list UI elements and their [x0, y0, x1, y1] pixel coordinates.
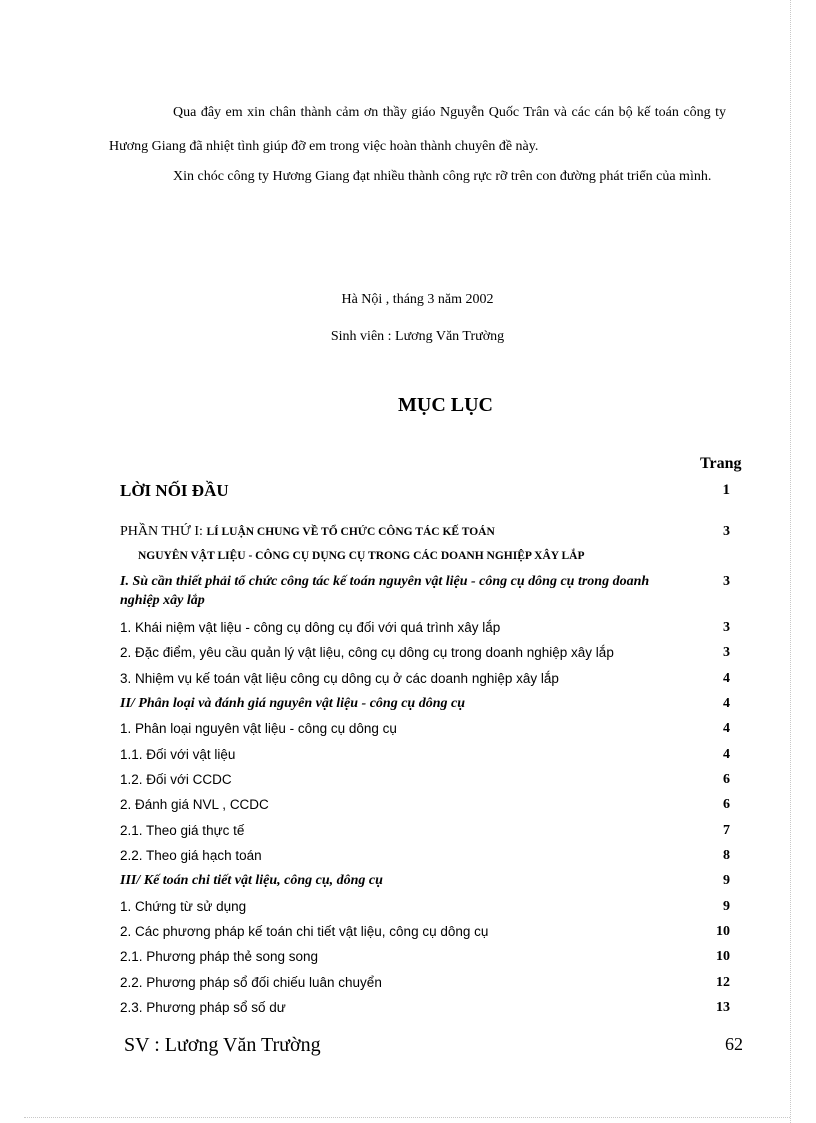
toc-entry-text: 2.2. Phương pháp sổ đối chiếu luân chuyển — [120, 975, 382, 990]
toc-entry-page: 1 — [722, 482, 730, 498]
toc-entry-page: 6 — [723, 772, 730, 787]
toc-entry-page: 4 — [723, 721, 730, 736]
toc-entry-page: 10 — [716, 949, 730, 964]
toc-entry[interactable] — [120, 871, 746, 890]
toc-entry-text: 2. Các phương pháp kế toán chi tiết vật liệu, công cụ dông cụ — [120, 924, 489, 939]
toc-entry[interactable] — [120, 719, 746, 738]
toc-page-header: Trang — [700, 455, 742, 472]
toc-entry[interactable] — [120, 846, 746, 865]
toc-entry[interactable] — [120, 821, 746, 840]
toc-entry[interactable] — [120, 897, 746, 916]
place-date: Hà Nội , tháng 3 năm 2002 — [341, 292, 494, 307]
footer-author: SV : Lương Văn Trường — [124, 1034, 321, 1056]
toc-entry[interactable] — [120, 618, 746, 637]
toc-entry-page: 7 — [723, 823, 730, 838]
toc-entry-text: 1.2. Đối với CCDC — [120, 772, 232, 787]
page-border-bottom — [24, 1117, 790, 1118]
toc-entry-intro[interactable] — [120, 481, 746, 500]
toc-entry-text: 1. Khái niệm vật liệu - công cụ dông cụ đối với quá trình xây lắp — [120, 620, 501, 635]
toc-entry-text: 2.3. Phương pháp sổ số dư — [120, 1000, 286, 1015]
toc-title: MỤC LỤC — [398, 394, 493, 416]
student-signature: Sinh viên : Lương Văn Trường — [330, 329, 505, 344]
thanks-paragraph: Qua đây em xin chân thành cảm ơn thầy giáo Nguyễn Quốc Trân và các cán bộ kế toán công ty Hương Giang đã nhiệt tình giúp đỡ em trong việc hoàn thành chuyên đề này. — [109, 105, 726, 154]
toc-entry-page: 4 — [723, 671, 730, 686]
part1-prefix: PHẦN THỨ I: — [120, 524, 207, 539]
toc-entry[interactable] — [120, 669, 746, 688]
toc-entry[interactable] — [120, 572, 746, 610]
part1-title-line2: NGUYÊN VẬT LIỆU - CÔNG CỤ DỤNG CỤ TRONG CÁC DOANH NGHIỆP XÂY LẮP — [138, 550, 585, 562]
toc-entry-text: 3. Nhiệm vụ kế toán vật liệu công cụ dông cụ ở các doanh nghiệp xây lắp — [120, 671, 559, 686]
toc-entry-text: I. Sù cần thiết phải tổ chức công tác kế toán nguyên vật liệu - công cụ dông cụ trong doanh nghiệp xây lắp — [120, 574, 650, 608]
toc-entry[interactable] — [120, 745, 746, 764]
toc-entry-text: 1. Phân loại nguyên vật liệu - công cụ dông cụ — [120, 721, 397, 736]
toc-entry-page: 3 — [723, 645, 730, 660]
toc-entry[interactable] — [120, 770, 746, 789]
toc-entry[interactable] — [120, 922, 746, 941]
toc-entry-text: 1.1. Đối với vật liệu — [120, 747, 236, 762]
toc-entry-page: 3 — [723, 620, 730, 635]
toc-entry-page: 4 — [723, 696, 730, 711]
toc-entry-page: 3 — [723, 574, 730, 589]
part1-title-line1: LÍ LUẬN CHUNG VỀ TỔ CHỨC CÔNG TÁC KẾ TOÁN — [206, 526, 495, 538]
toc-entry-text: 2.2. Theo giá hạch toán — [120, 848, 262, 863]
toc-entry-page: 3 — [723, 524, 730, 539]
toc-entry-page: 9 — [723, 899, 730, 914]
toc-entry-page: 12 — [716, 975, 730, 990]
toc-entry[interactable] — [120, 947, 746, 966]
toc-entry-text: II/ Phân loại và đánh giá nguyên vật liệu - công cụ dông cụ — [120, 696, 465, 711]
footer-page-number: 62 — [725, 1034, 743, 1054]
toc-entry-text: 2.1. Theo giá thực tế — [120, 823, 245, 838]
toc-entry-text: 1. Chứng từ sử dụng — [120, 899, 247, 914]
toc-entry-page: 9 — [723, 873, 730, 888]
toc-entry-text: LỜI NỐI ĐẦU — [120, 481, 229, 500]
toc-entry-text: 2. Đánh giá NVL , CCDC — [120, 797, 269, 812]
toc-entry-page: 4 — [723, 747, 730, 762]
toc-entry[interactable] — [120, 643, 746, 662]
toc-entry[interactable] — [120, 998, 746, 1017]
toc-entry-page: 8 — [723, 848, 730, 863]
toc-entry-text: 2.1. Phương pháp thẻ song song — [120, 949, 319, 964]
toc-entry-text: 2. Đặc điểm, yêu cầu quản lý vật liệu, công cụ dông cụ trong doanh nghiệp xây lắp — [120, 645, 614, 660]
toc-entry-page: 13 — [716, 1000, 730, 1015]
toc-entry-text: III/ Kế toán chi tiết vật liệu, công cụ, dông cụ — [120, 873, 383, 888]
wish-paragraph: Xin chóc công ty Hương Giang đạt nhiều thành công rực rỡ trên con đường phát triển của mình. — [173, 169, 712, 184]
toc-entry-page: 10 — [716, 924, 730, 939]
toc-entry-page: 6 — [723, 797, 730, 812]
toc-part1-line2 — [138, 547, 764, 566]
toc-entry-part1[interactable] — [120, 522, 746, 542]
toc-entry[interactable] — [120, 973, 746, 992]
toc-entry[interactable] — [120, 694, 746, 713]
page-border-right — [790, 0, 791, 1123]
toc-part1-line1 — [120, 522, 690, 542]
toc-entry[interactable] — [120, 795, 746, 814]
